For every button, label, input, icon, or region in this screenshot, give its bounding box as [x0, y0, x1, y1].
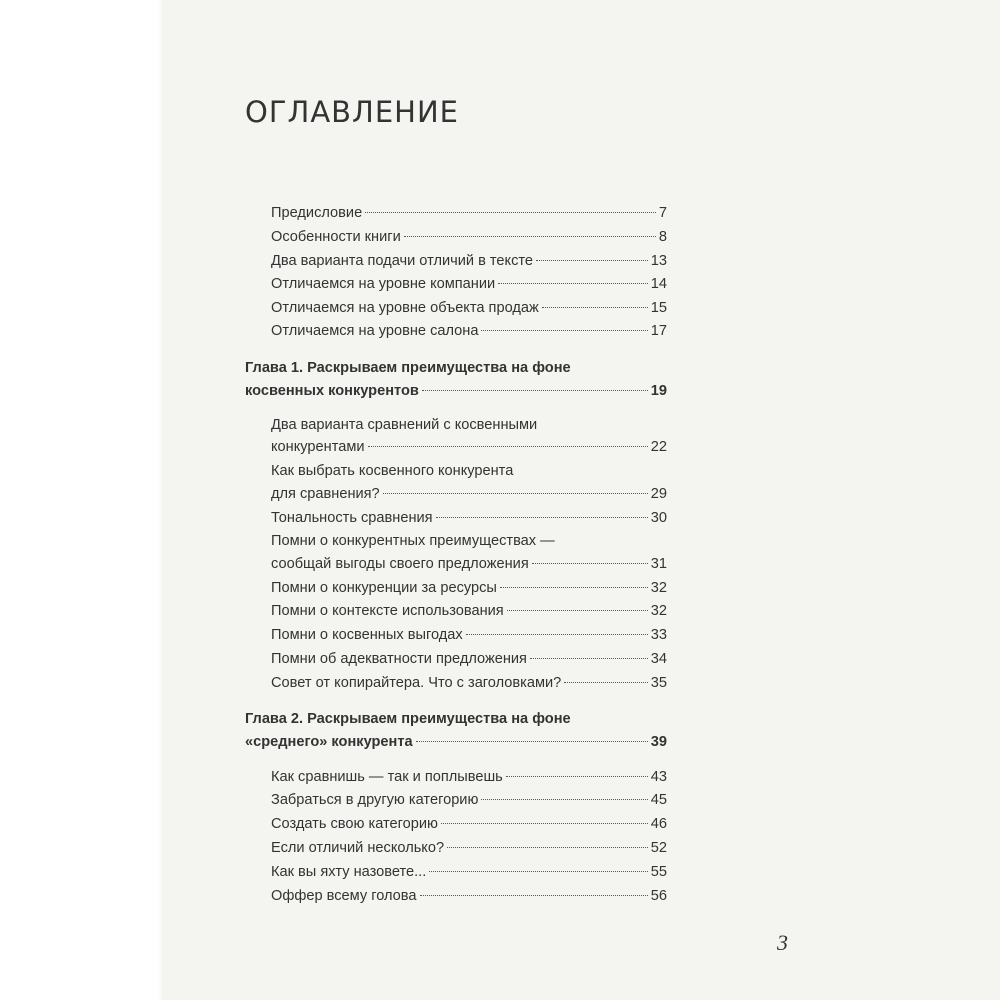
leader-dots [436, 517, 648, 518]
toc-entry-title: Помни о контексте использования [271, 603, 504, 619]
toc-entry [271, 553, 667, 576]
toc-entry [271, 273, 667, 296]
toc-page-number: 34 [650, 651, 667, 667]
chapter-heading [245, 731, 667, 754]
toc-entry [271, 624, 667, 647]
toc-page-number: 15 [650, 300, 667, 316]
toc-entry-title: Забраться в другую категорию [271, 792, 479, 808]
toc-page-number: 32 [650, 580, 667, 596]
toc-page-number: 35 [650, 675, 667, 691]
leader-dots [481, 799, 647, 800]
toc-entry-title: Как сравнишь — так и поплывешь [271, 769, 503, 785]
leader-dots [542, 307, 648, 308]
toc-entry [271, 648, 667, 671]
leader-dots [506, 776, 648, 777]
leader-dots [466, 634, 648, 635]
leader-dots [416, 741, 648, 742]
leader-dots [422, 390, 648, 391]
toc-page-number: 8 [658, 229, 667, 245]
toc-entry [271, 436, 667, 459]
toc-entry [271, 507, 667, 530]
chapter-title: косвенных конкурентов [245, 383, 419, 399]
toc-entry-title: Помни о косвенных выгодах [271, 627, 463, 643]
page-title: ОГЛАВЛЕНИЕ [245, 95, 460, 129]
toc-entry-title: для сравнения? [271, 486, 380, 502]
toc-entry-preface [271, 202, 667, 225]
page-folio-number: 3 [777, 930, 788, 955]
leader-dots [481, 330, 647, 331]
toc-entry-title: Два варианта подачи отличий в тексте [271, 253, 534, 269]
toc-entry-title-line: Помни о конкурентных преимуществах — [271, 533, 555, 549]
toc-entry [271, 672, 667, 695]
leader-dots [564, 682, 647, 683]
toc-page-number: 43 [650, 769, 667, 785]
chapter-title-line: Глава 2. Раскрываем преимущества на фоне [245, 711, 571, 727]
chapter-heading [245, 380, 667, 403]
toc-entry [271, 483, 667, 506]
toc-page-number: 52 [650, 840, 667, 856]
toc-page-number: 56 [650, 888, 667, 904]
leader-dots [532, 563, 648, 564]
leader-dots [507, 610, 648, 611]
toc-entry [271, 600, 667, 623]
toc-entry-title: Как вы яхту назовете... [271, 864, 427, 880]
toc-page-number: 31 [650, 556, 667, 572]
toc-page-number: 22 [650, 439, 667, 455]
toc-entry [271, 297, 667, 320]
toc-page-number: 14 [650, 276, 667, 292]
leader-dots [368, 446, 648, 447]
toc-entry [271, 226, 667, 249]
toc-entry-title: Отличаемся на уровне компании [271, 276, 496, 292]
toc-entry-title: Отличаемся на уровне объекта продаж [271, 300, 539, 316]
toc-entry [271, 837, 667, 860]
leader-dots [498, 283, 648, 284]
toc-page-number: 17 [650, 323, 667, 339]
toc-entry [271, 250, 667, 273]
toc-entry [271, 813, 667, 836]
toc-page-number: 32 [650, 603, 667, 619]
leader-dots [441, 823, 648, 824]
toc-page-number: 7 [658, 205, 667, 221]
toc-entry [271, 789, 667, 812]
toc-entry-title: Помни о конкуренции за ресурсы [271, 580, 497, 596]
toc-entry-title: Тональность сравнения [271, 510, 433, 526]
chapter-title-line: Глава 1. Раскрываем преимущества на фоне [245, 360, 571, 376]
toc-entry-title-line: Как выбрать косвенного конкурента [271, 463, 514, 479]
leader-dots [420, 895, 648, 896]
toc-entry-title: Особенности книги [271, 229, 401, 245]
chapter-page-number: 39 [650, 734, 667, 750]
toc-page-number: 33 [650, 627, 667, 643]
toc-entry-title: Предисловие [271, 205, 363, 221]
toc-page-number: 55 [650, 864, 667, 880]
toc-entry [271, 766, 667, 789]
leader-dots [365, 212, 656, 213]
toc-page-number: 29 [650, 486, 667, 502]
toc-entry [271, 885, 667, 908]
toc-page-number: 46 [650, 816, 667, 832]
leader-dots [530, 658, 648, 659]
toc-entry-title: Создать свою категорию [271, 816, 438, 832]
leader-dots [429, 871, 648, 872]
leader-dots [404, 236, 656, 237]
toc-page-number: 30 [650, 510, 667, 526]
toc-entry [271, 861, 667, 884]
leader-dots [500, 587, 648, 588]
toc-entry-title: сообщай выгоды своего предложения [271, 556, 529, 572]
toc-entry [271, 320, 667, 343]
toc-entry-title: Отличаемся на уровне салона [271, 323, 479, 339]
toc-entry-title: конкурентами [271, 439, 365, 455]
leader-dots [383, 493, 648, 494]
toc-entry-title-line: Два варианта сравнений с косвенными [271, 417, 538, 433]
toc-entry-title: Совет от копирайтера. Что с заголовками? [271, 675, 562, 691]
toc-entry-title: Оффер всему голова [271, 888, 417, 904]
toc-entry-title: Помни об адекватности предложения [271, 651, 527, 667]
leader-dots [447, 847, 648, 848]
chapter-title: «среднего» конкурента [245, 734, 413, 750]
leader-dots [536, 260, 648, 261]
chapter-page-number: 19 [650, 383, 667, 399]
toc-entry-title: Если отличий несколько? [271, 840, 445, 856]
toc-entry [271, 577, 667, 600]
toc-page-number: 45 [650, 792, 667, 808]
toc-page-number: 13 [650, 253, 667, 269]
